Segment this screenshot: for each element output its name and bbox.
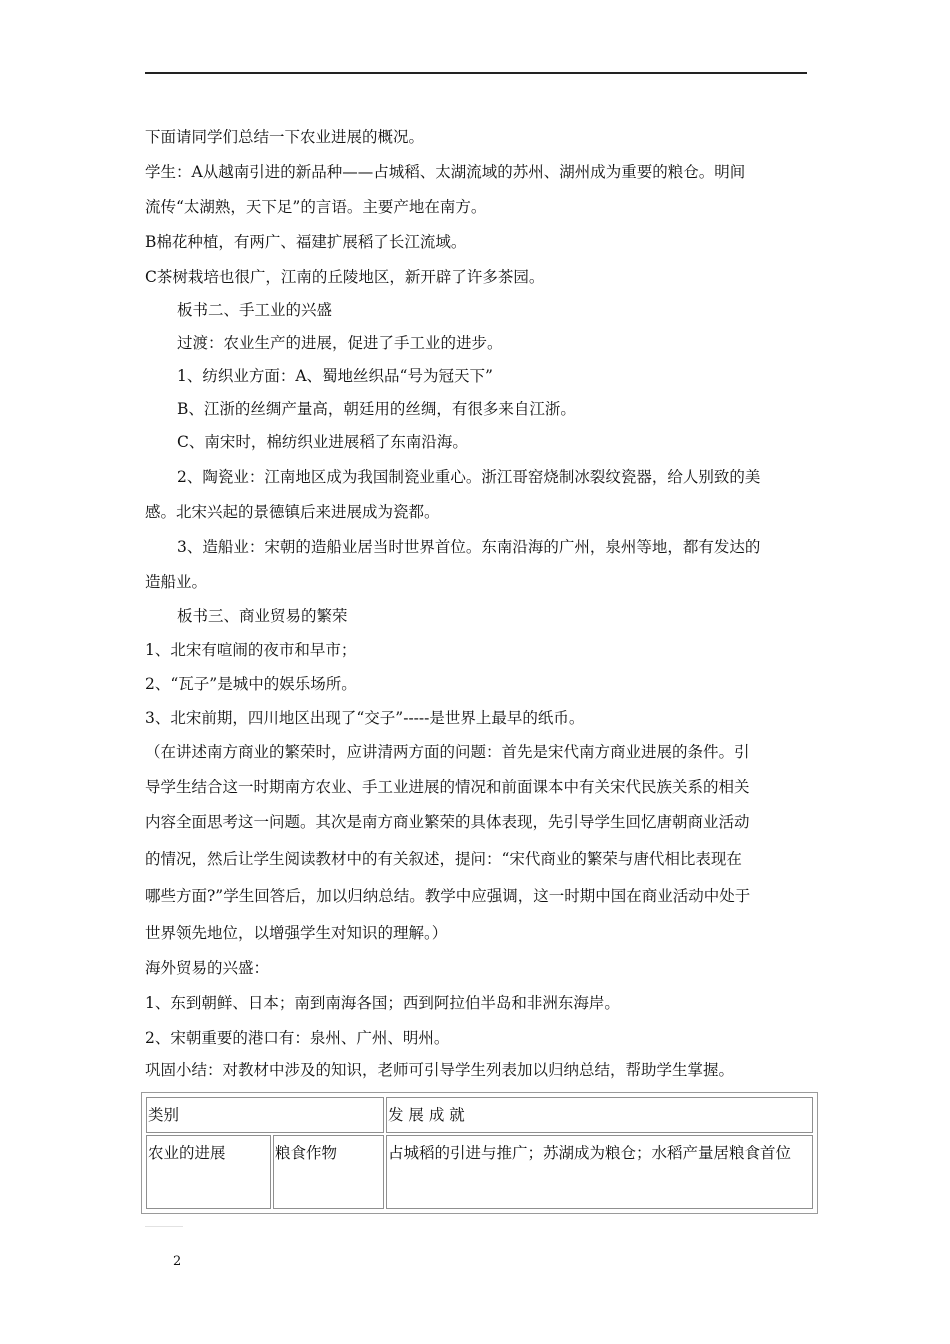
paragraph-line: 3、北宋前期，四川地区出现了“交子”-----是世界上最早的纸币。 <box>145 709 585 727</box>
footer-mark <box>145 1226 183 1227</box>
paragraph-line: 的情况，然后让学生阅读教材中的有关叙述，提问：“宋代商业的繁荣与唐代相比表现在 <box>145 850 742 868</box>
paragraph-line: 海外贸易的兴盛： <box>145 959 270 977</box>
paragraph-line: 2、“瓦子”是城中的娱乐场所。 <box>145 675 357 693</box>
header-category-cell: 类别 <box>146 1097 384 1133</box>
table-header-row <box>146 1097 813 1133</box>
paragraph-line: 流传“太湖熟，天下足”的言语。主要产地在南方。 <box>145 198 487 216</box>
paragraph-line: 下面请同学们总结一下农业进展的概况。 <box>145 128 425 146</box>
paragraph-line: B、江浙的丝绸产量高，朝廷用的丝绸，有很多来自江浙。 <box>177 400 576 418</box>
page-number: 2 <box>173 1254 182 1269</box>
paragraph-line: 1、纺织业方面：A、蜀地丝织品“号为冠天下” <box>177 367 493 385</box>
row-category-cell: 农业的进展 <box>146 1135 271 1209</box>
paragraph-line: 哪些方面?”学生回答后，加以归纳总结。教学中应强调，这一时期中国在商业活动中处于 <box>145 887 751 905</box>
paragraph-line: 过渡：农业生产的进展，促进了手工业的进步。 <box>177 334 503 352</box>
row-achievement-cell: 占城稻的引进与推广；苏湖成为粮仓；水稻产量居粮食首位 <box>386 1135 813 1209</box>
row-subcategory-cell: 粮食作物 <box>273 1135 384 1209</box>
paragraph-line: 造船业。 <box>145 573 208 591</box>
section-heading: 板书三、商业贸易的繁荣 <box>177 607 348 625</box>
summary-table <box>141 1092 818 1214</box>
paragraph-line: 学生：A从越南引进的新品种——占城稻、太湖流域的苏州、湖州成为重要的粮仓。明间 <box>145 163 746 181</box>
paragraph-line: C、南宋时，棉纺织业进展稻了东南沿海。 <box>177 433 468 451</box>
paragraph-line: B棉花种植，有两广、福建扩展稻了长江流域。 <box>145 233 467 251</box>
paragraph-line: 2、宋朝重要的港口有：泉州、广州、明州。 <box>145 1029 450 1047</box>
section-heading: 板书二、手工业的兴盛 <box>177 301 333 319</box>
paragraph-line: 世界领先地位，以增强学生对知识的理解。） <box>145 924 448 942</box>
paragraph-line: 巩固小结：对教材中涉及的知识，老师可引导学生列表加以归纳总结，帮助学生掌握。 <box>145 1061 735 1079</box>
paragraph-line: （在讲述南方商业的繁荣时，应讲清两方面的问题：首先是宋代南方商业进展的条件。引 <box>145 743 750 761</box>
paragraph-line: 感。北宋兴起的景德镇后来进展成为瓷都。 <box>145 503 440 521</box>
paragraph-line: 导学生结合这一时期南方农业、手工业进展的情况和前面课本中有关宋代民族关系的相关 <box>145 778 750 796</box>
header-achievement-cell: 发 展 成 就 <box>386 1097 813 1133</box>
paragraph-line: 3、造船业：宋朝的造船业居当时世界首位。东南沿海的广州，泉州等地，都有发达的 <box>177 538 761 556</box>
header-rule <box>145 72 807 74</box>
table-row <box>146 1135 813 1209</box>
paragraph-line: 2、陶瓷业：江南地区成为我国制瓷业重心。浙江哥窑烧制冰裂纹瓷器，给人别致的美 <box>177 468 761 486</box>
paragraph-line: 1、北宋有喧闹的夜市和早市； <box>145 641 357 659</box>
paragraph-line: 1、东到朝鲜、日本；南到南海各国；西到阿拉伯半岛和非洲东海岸。 <box>145 994 620 1012</box>
paragraph-line: C茶树栽培也很广，江南的丘陵地区，新开辟了许多茶园。 <box>145 268 545 286</box>
paragraph-line: 内容全面思考这一问题。其次是南方商业繁荣的具体表现，先引导学生回忆唐朝商业活动 <box>145 813 750 831</box>
